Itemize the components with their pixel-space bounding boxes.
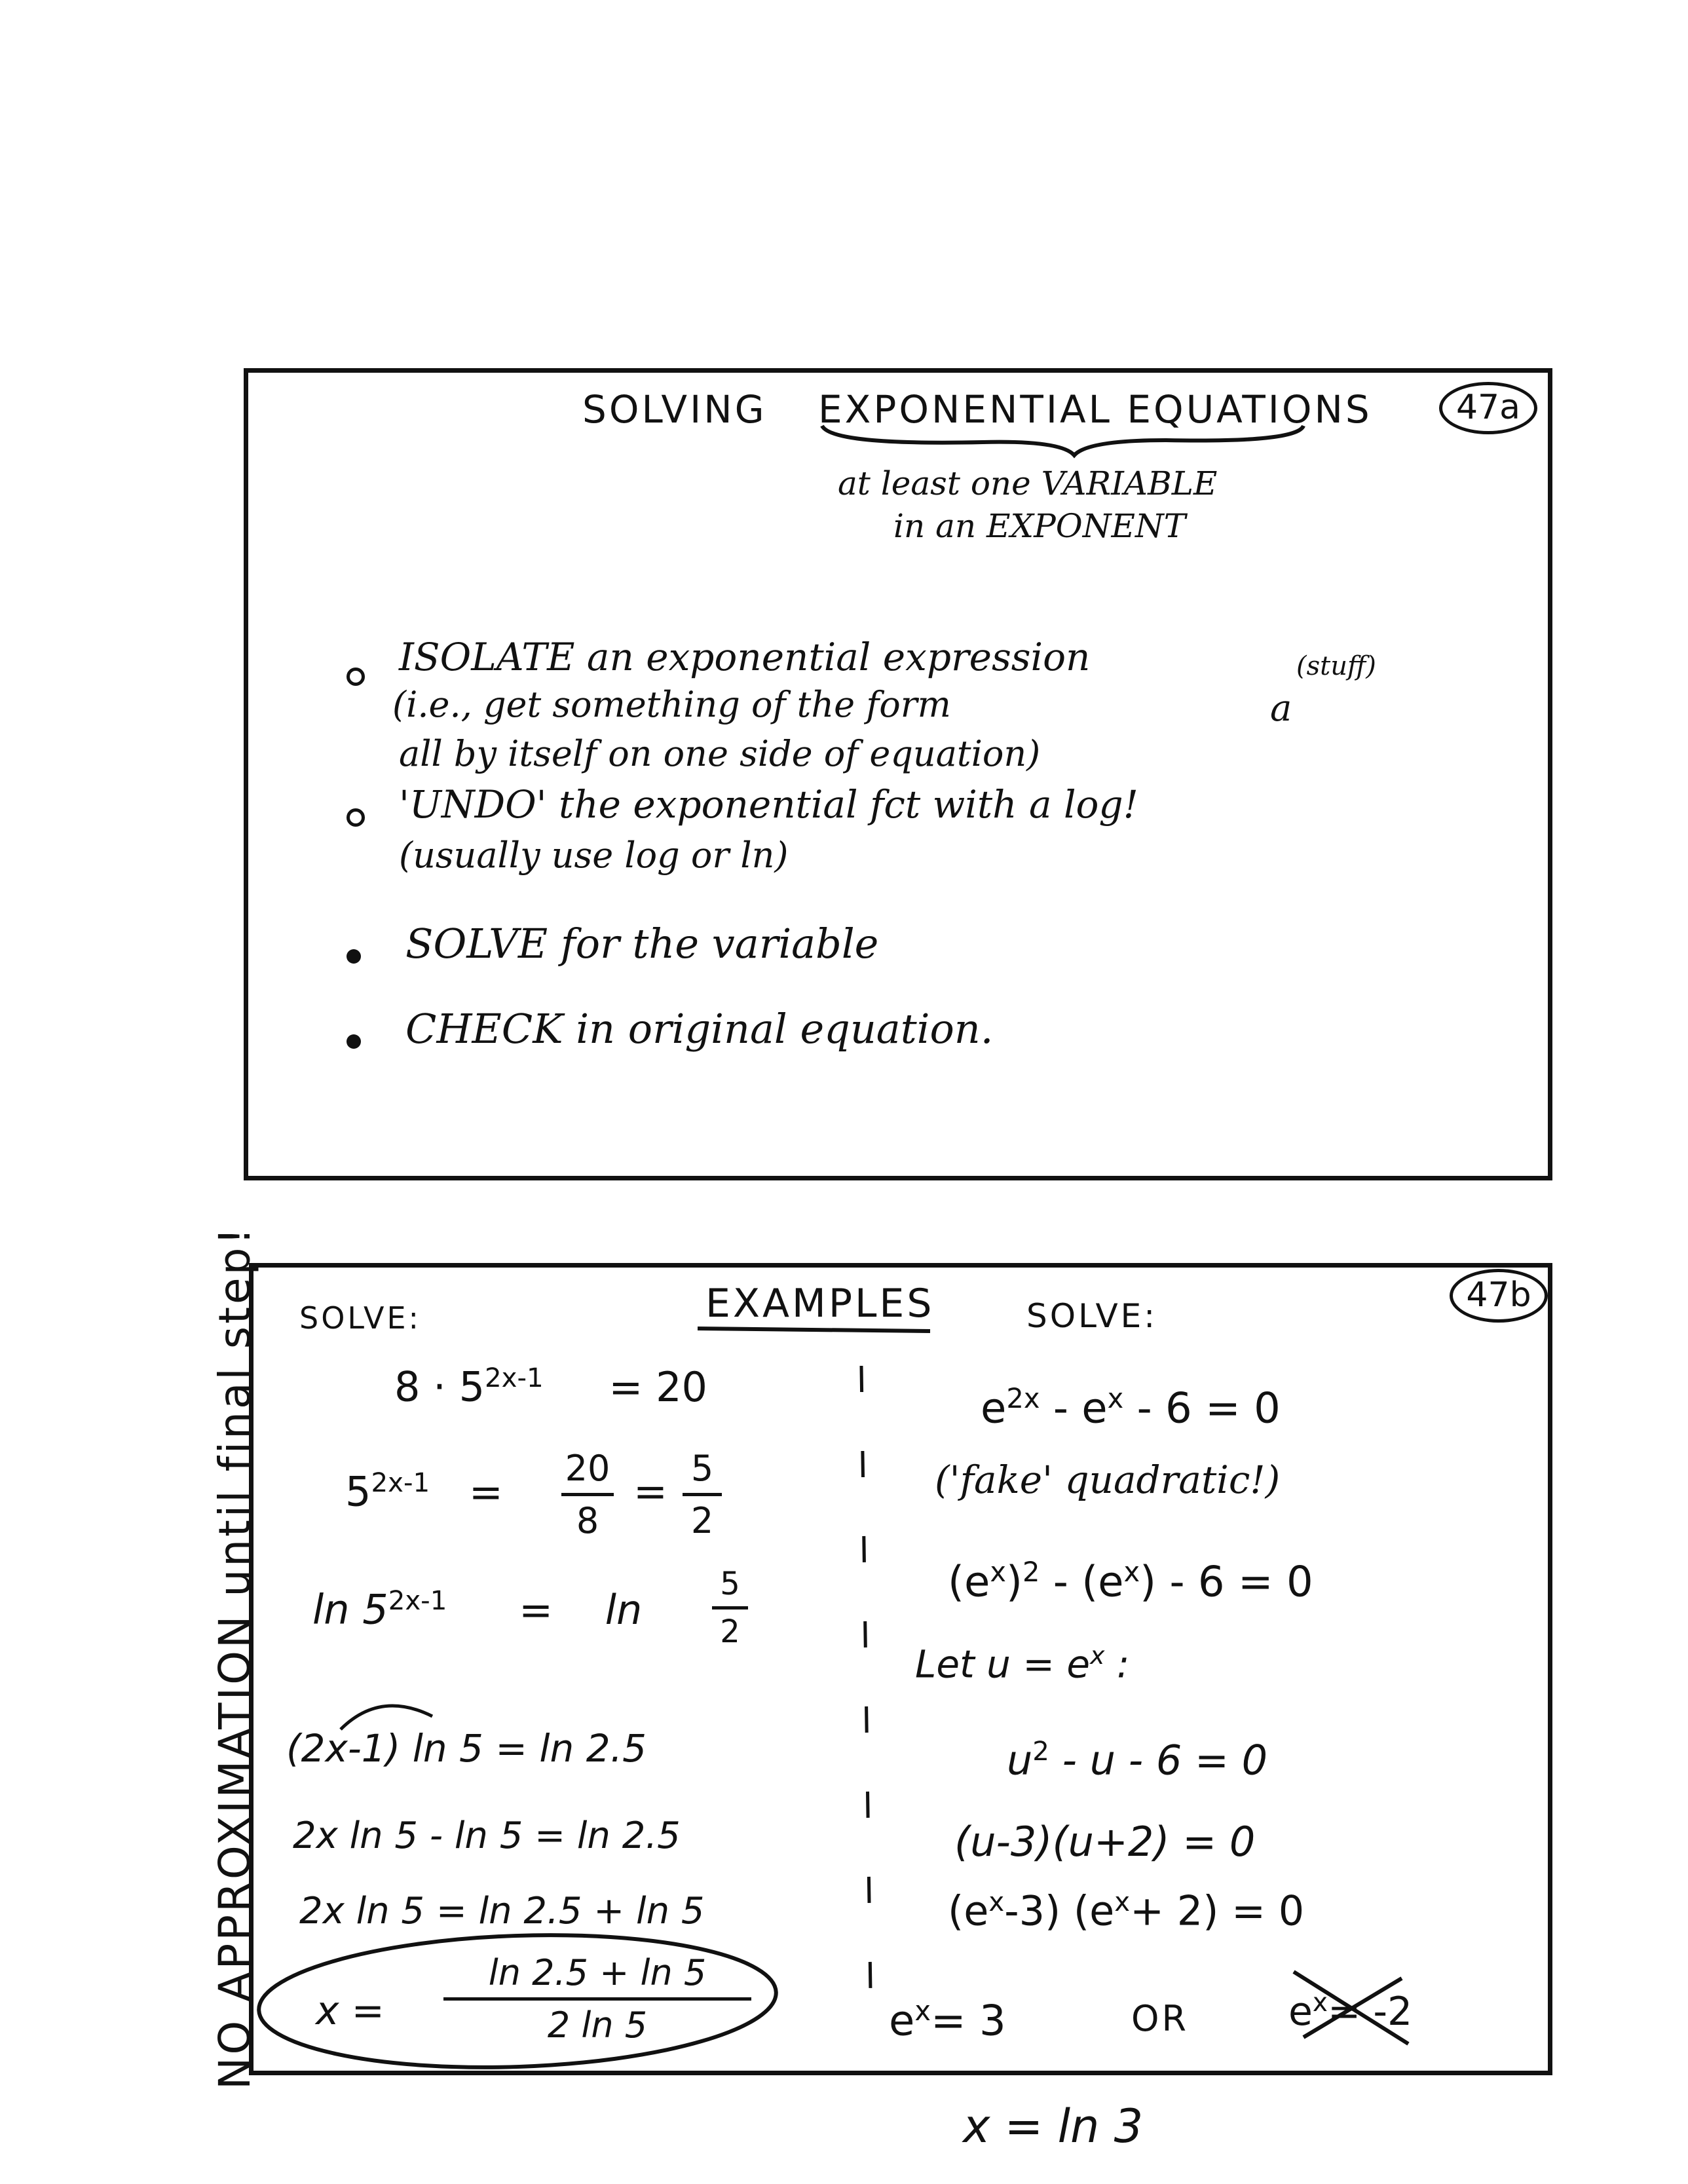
fraction-20-over-8: 20 8 [561,1448,614,1541]
bullet-1-line-2: (i.e., get something of the form [392,684,951,725]
rejected-solution: $e^x= -2$ [1288,1988,1413,2035]
subtitle-line-1: at least one VARIABLE [838,464,1218,502]
subtitle-line-2: in an EXPONENT [893,507,1186,545]
right-line-7: $(e^x-3)$ $(e^x+ 2) = 0$ [948,1887,1305,1935]
left-line-2-eq2: = [633,1467,667,1515]
left-line-1: $8 \cdot 5^{2x-1} = 20$ [394,1363,707,1411]
fraction-5-over-2: 5 2 [712,1566,748,1650]
form-exponent: (stuff) [1296,651,1376,681]
bullet-2-line-1: 'UNDO' the exponential fct with a log! [399,782,1138,827]
margin-note-text: NO APPROXIMATION until final step! [210,1225,260,2090]
right-solve-label: SOLVE: [1026,1297,1158,1335]
answer-lhs: x = [316,1988,384,2034]
right-line-3: $(e^x)^2 - (e^x) - 6 = 0$ [948,1556,1313,1607]
examples-underline [698,1328,930,1331]
left-solve-label: SOLVE: [299,1300,422,1336]
form-base: a [1270,687,1292,730]
right-line-4: Let $u = e^x$ : [915,1641,1130,1687]
examples-title: EXAMPLES [705,1281,935,1327]
fraction-5-over-2: 5 2 [683,1448,722,1541]
answer-fraction: ln 2.5 + ln 5 2 ln 5 [443,1952,751,2046]
right-line-6: (u-3)(u+2) = 0 [954,1818,1256,1866]
answer-circle [257,1927,778,2075]
final-answer: x = ln 3 [963,2099,1144,2153]
bullet-2-line-2: (usually use log or ln) [399,835,789,876]
left-line-4: (2x-1) ln 5 = ln 2.5 [286,1726,647,1771]
left-line-6: 2x ln 5 = ln 2.5 + ln 5 [299,1890,705,1932]
or-label: OR [1131,1998,1190,2039]
exponent-arc [341,1706,432,1729]
left-line-2-lhs: $5^{2x-1}$ = [345,1467,503,1516]
brace-under-title [822,426,1304,455]
card-number-badge: 47b [1450,1269,1548,1323]
right-line-2: ('fake' quadratic!) [935,1458,1281,1502]
title-exponential-equations: EXPONENTIAL EQUATIONS [818,387,1372,432]
card-number-badge: 47a [1439,382,1537,434]
bullet-1-line-3: all by itself on one side of equation) [399,733,1041,774]
bullet-4-line-1: CHECK in original equation. [405,1005,994,1053]
bullet-1-line-1: ISOLATE an exponential expression [399,635,1091,679]
right-line-5: $u^2 - u - 6 = 0$ [1007,1736,1268,1784]
bullet-3-line-1: SOLVE for the variable [405,920,879,968]
column-divider [861,1366,871,2037]
right-line-8-left: $e^x= 3$ [889,1995,1006,2046]
title-solving: SOLVING [582,387,767,432]
right-line-1: $e^{2x} - e^x - 6 = 0$ [981,1382,1281,1433]
left-line-3-lhs: $\ln 5^{2x-1} = \ln$ [312,1585,643,1634]
left-line-5: 2x ln 5 - ln 5 = ln 2.5 [293,1815,681,1857]
